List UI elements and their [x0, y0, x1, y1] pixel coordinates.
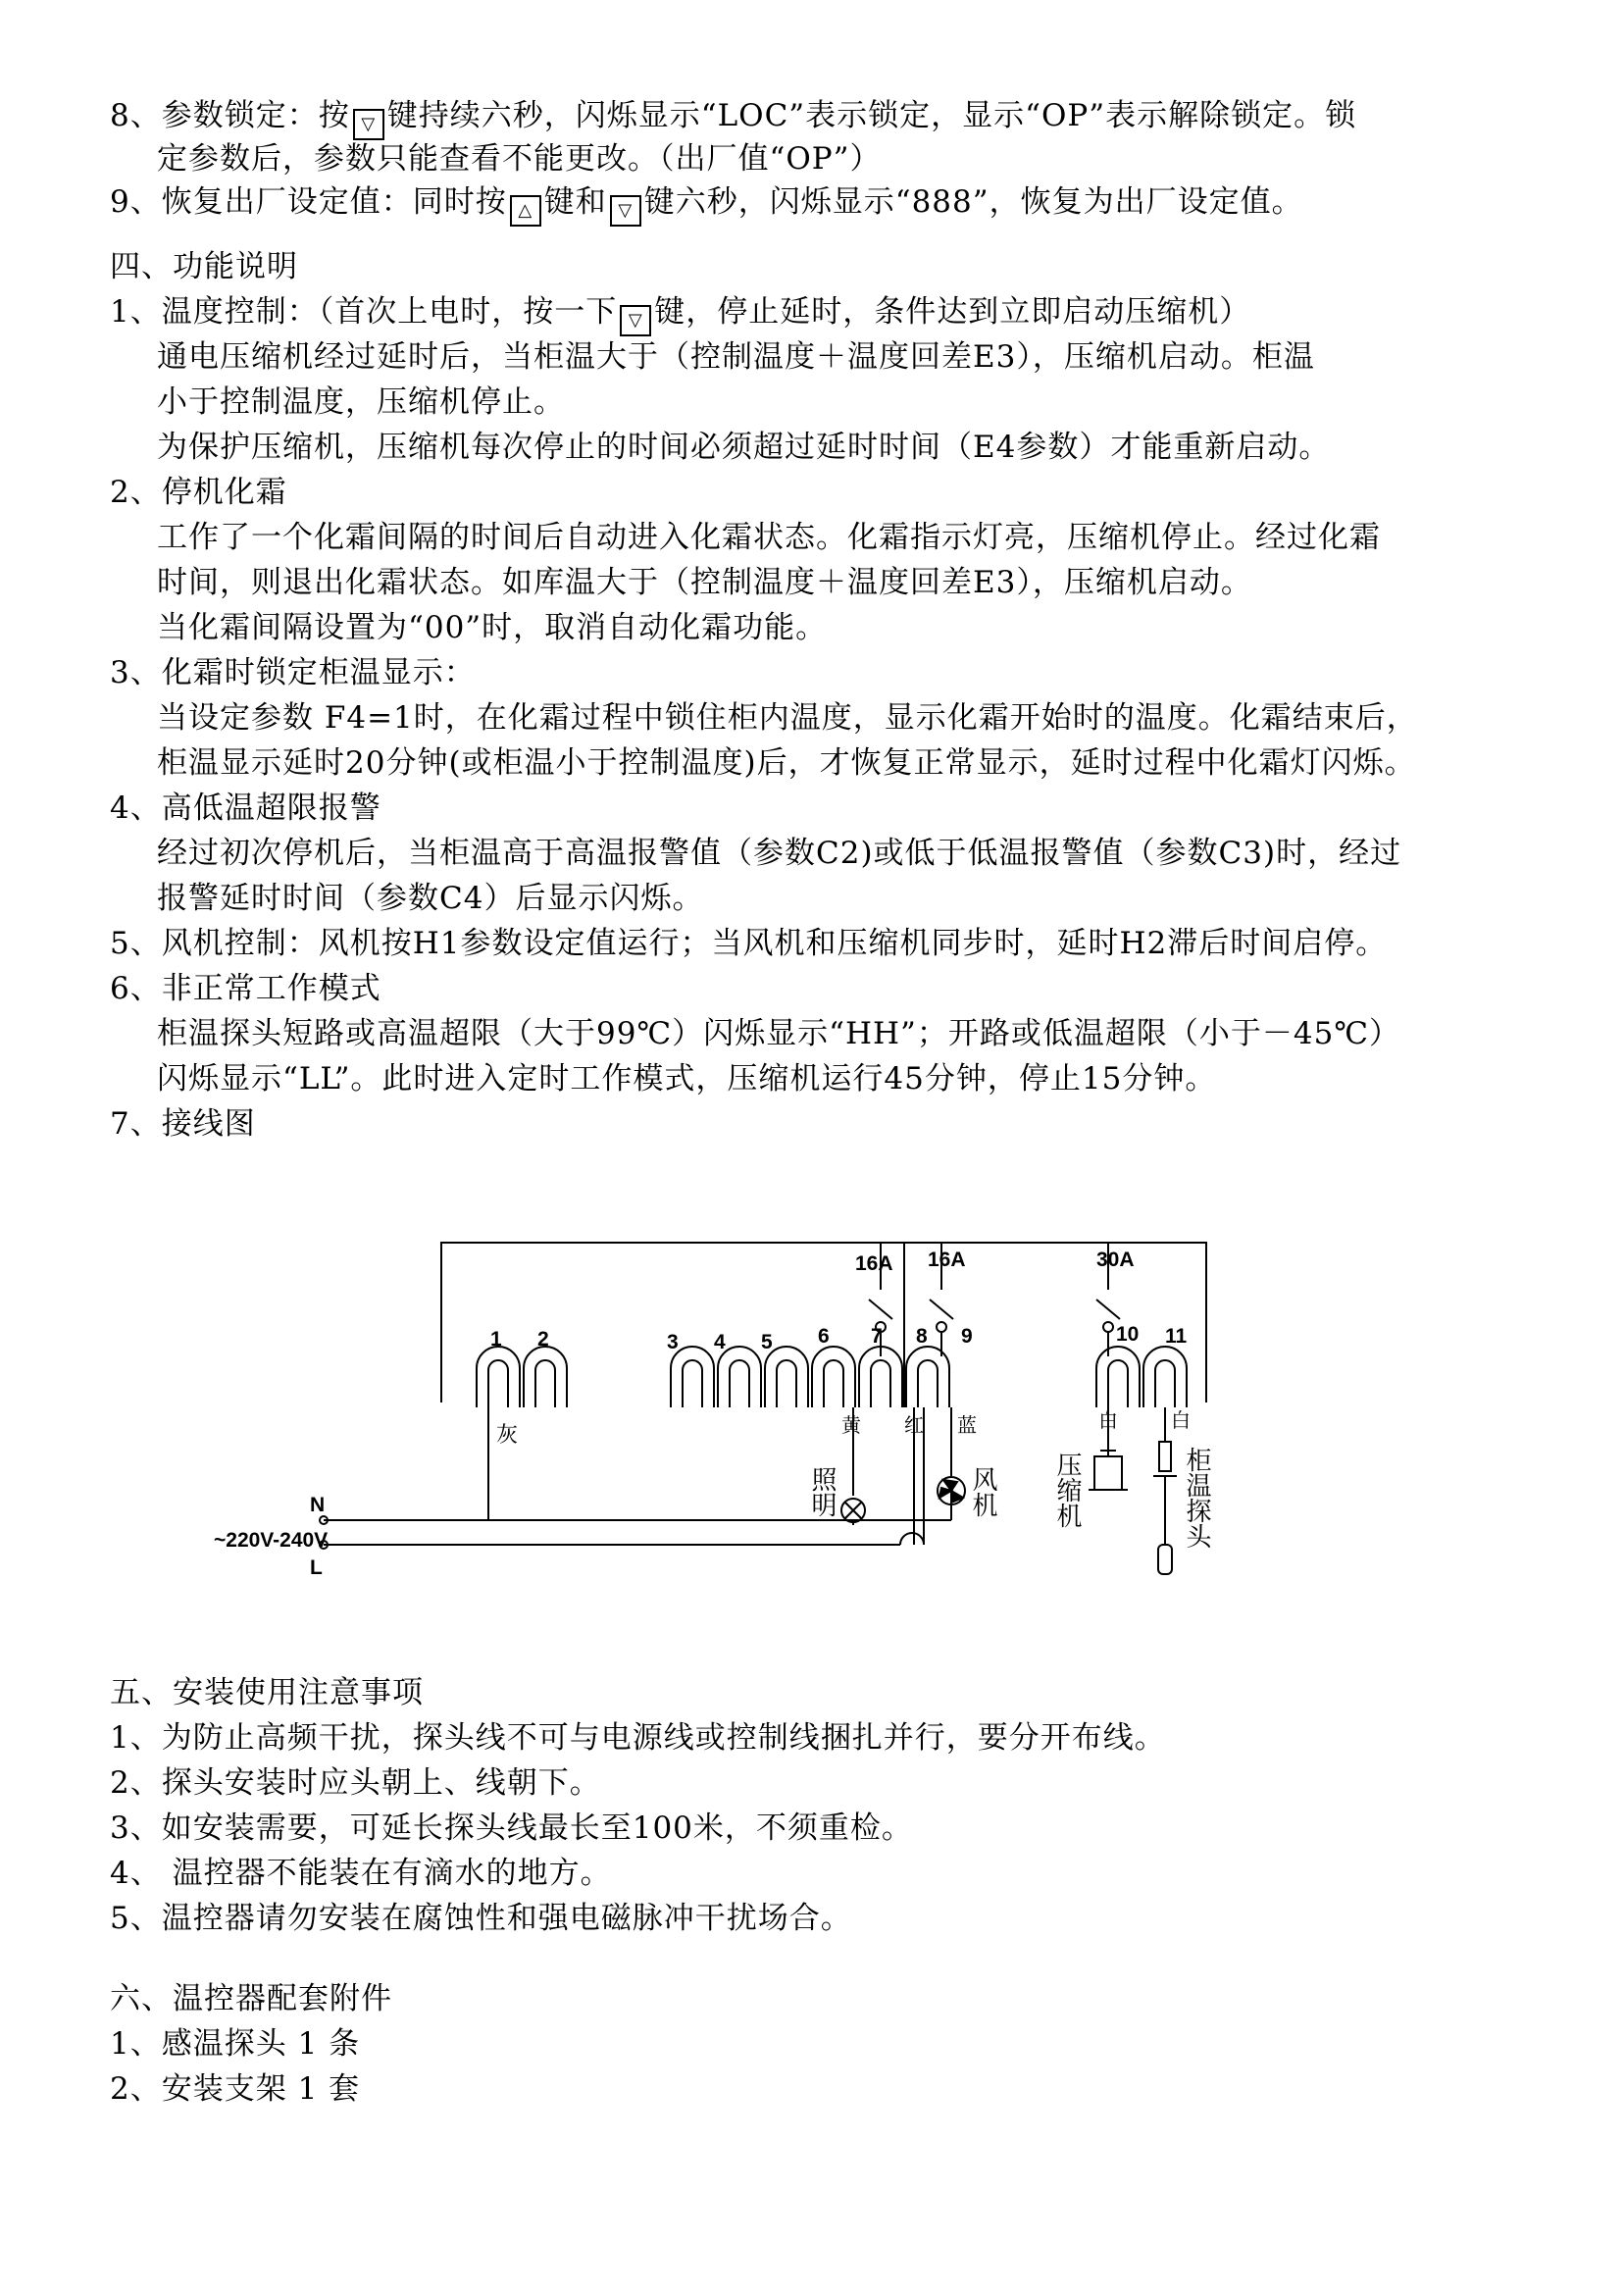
item1-line1: [110, 290, 1250, 336]
terminal-loops-right: [1096, 1347, 1187, 1407]
terminal-label: 11: [1165, 1325, 1188, 1348]
down-triangle-key-icon: ▽: [610, 195, 641, 227]
fan-icon: [938, 1477, 965, 1504]
item3-line1: 当设定参数 F4=1时，在化霜过程中锁住柜内温度，显示化霜开始时的温度。化霜结束后，: [157, 700, 1418, 736]
section6-item: 2、安装支架 1 套: [110, 2071, 361, 2107]
item9-line: [110, 180, 1303, 227]
down-triangle-key-icon: ▽: [620, 305, 651, 336]
wire-yellow-label: 黄: [841, 1413, 861, 1437]
section5-item: 5、温控器请勿安装在腐蚀性和强电磁脉冲干扰场合。: [110, 1901, 852, 1936]
terminal-label: 2: [537, 1328, 549, 1351]
probe-icon: [1153, 1442, 1177, 1574]
item8-text-a: 8、参数锁定：按: [110, 98, 350, 133]
terminal-label: 4: [714, 1331, 726, 1353]
section4-title: 四、功能说明: [110, 249, 298, 284]
terminal-label: 3: [667, 1331, 679, 1353]
item4-line2: 报警延时时间（参数C4）后显示闪烁。: [157, 881, 704, 916]
section5-title: 五、安装使用注意事项: [110, 1675, 424, 1710]
item6-line1: 柜温探头短路或高温超限（大于99℃）闪烁显示“HH”；开路或低温超限（小于－45℃）: [157, 1016, 1401, 1051]
lamp-icon: [841, 1499, 865, 1522]
item8-line2: 定参数后，参数只能查看不能更改。（出厂值“OP”）: [157, 141, 882, 177]
item1-line4: 为保护压缩机，压缩机每次停止的时间必须超过延时时间（E4参数）才能重新启动。: [157, 430, 1331, 465]
section5-item: 2、探头安装时应头朝上、线朝下。: [110, 1765, 601, 1801]
up-triangle-key-icon: △: [510, 195, 541, 227]
item2-line1: 工作了一个化霜间隔的时间后自动进入化霜状态。化霜指示灯亮，压缩机停止。经过化霜: [157, 520, 1381, 555]
item6-title: 6、非正常工作模式: [110, 971, 381, 1006]
item2-line3: 当化霜间隔设置为“00”时，取消自动化霜功能。: [157, 610, 828, 645]
section6-item: 1、感温探头 1 条: [110, 2026, 361, 2062]
down-triangle-key-icon: ▽: [353, 109, 384, 140]
load-probe-label: 柜温探头: [1182, 1447, 1211, 1549]
power-voltage-label: ~220V-240V: [214, 1529, 329, 1552]
section5-item: 1、为防止高频干扰，探头线不可与电源线或控制线捆扎并行，要分开布线。: [110, 1720, 1166, 1756]
load-light-label: 照明: [807, 1466, 837, 1517]
wire-white-label: 白: [1098, 1408, 1118, 1432]
relay-rating: 16A: [855, 1252, 893, 1275]
terminal-label: 10: [1116, 1323, 1140, 1346]
item1-line2: 通电压缩机经过延时后，当柜温大于（控制温度＋温度回差E3），压缩机启动。柜温: [157, 339, 1315, 375]
item1-line3: 小于控制温度，压缩机停止。: [157, 384, 565, 420]
wiring-diagram: [214, 1221, 1245, 1594]
relay-ratings: [855, 1249, 1135, 1275]
item2-line2: 时间，则退出化霜状态。如库温大于（控制温度＋温度回差E3），压缩机启动。: [157, 565, 1252, 600]
terminal-label: 5: [761, 1331, 773, 1353]
terminal-loops-left: [477, 1347, 567, 1407]
terminal-label: 1: [490, 1328, 502, 1351]
external-wiring: [324, 1407, 1165, 1545]
load-labels: [807, 1447, 1211, 1550]
item4-line1: 经过初次停机后，当柜温高于高温报警值（参数C2)或低于低温报警值（参数C3)时，经过: [157, 836, 1402, 871]
item8-text-b: 键持续六秒，闪烁显示“LOC”表示锁定，显示“OP”表示解除锁定。锁: [386, 98, 1357, 133]
relay-rating: 30A: [1096, 1249, 1135, 1271]
terminal-loops-middle: [671, 1347, 949, 1407]
item9-text-b: 键和: [543, 184, 607, 220]
terminal-numbers: [490, 1323, 1188, 1353]
wire-blue-label: 蓝: [957, 1413, 977, 1437]
section5-item: 4、 温控器不能装在有滴水的地方。: [110, 1856, 612, 1891]
power-l-label: L: [310, 1556, 323, 1579]
wire-red-label: 红: [904, 1413, 924, 1437]
section6-title: 六、温控器配套附件: [110, 1981, 392, 2016]
terminal-label: 8: [916, 1325, 928, 1348]
power-labels: [214, 1494, 328, 1579]
item4-title: 4、高低温超限报警: [110, 790, 381, 826]
item1-text-b: 键，停止延时，条件达到立即启动压缩机）: [654, 294, 1251, 330]
terminal-label: 7: [871, 1325, 883, 1348]
item1-text-a: 1、温度控制：（首次上电时，按一下: [110, 294, 618, 330]
item3-title: 3、化霜时锁定柜温显示：: [110, 655, 476, 690]
power-n-label: N: [310, 1494, 326, 1516]
relay-rating: 16A: [928, 1249, 966, 1271]
load-fan-label: 风机: [968, 1466, 997, 1517]
item3-line2: 柜温显示延时20分钟(或柜温小于控制温度)后，才恢复正常显示，延时过程中化霜灯闪烁。: [157, 745, 1416, 781]
wire-gray-label: 灰: [496, 1423, 519, 1448]
item2-title: 2、停机化霜: [110, 475, 287, 510]
terminal-label: 6: [818, 1325, 830, 1348]
item7-title: 7、接线图: [110, 1106, 256, 1142]
item9-text-c: 键六秒，闪烁显示“888”，恢复为出厂设定值。: [643, 184, 1303, 220]
terminal-label: 9: [961, 1325, 973, 1348]
wire-color-labels: [496, 1408, 1191, 1448]
load-compressor-label: 压缩机: [1052, 1452, 1082, 1528]
section5-item: 3、如安装需要，可延长探头线最长至100米，不须重检。: [110, 1810, 913, 1846]
compressor-icon: [1089, 1451, 1128, 1490]
item8-line1: [110, 94, 1356, 140]
item5-line1: 5、风机控制：风机按H1参数设定值运行；当风机和压缩机同步时，延时H2滞后时间启停。: [110, 926, 1388, 961]
item6-line2: 闪烁显示“LL”。此时进入定时工作模式，压缩机运行45分钟，停止15分钟。: [157, 1061, 1217, 1096]
wire-white-label: 白: [1171, 1408, 1191, 1432]
item9-text-a: 9、恢复出厂设定值：同时按: [110, 184, 507, 220]
